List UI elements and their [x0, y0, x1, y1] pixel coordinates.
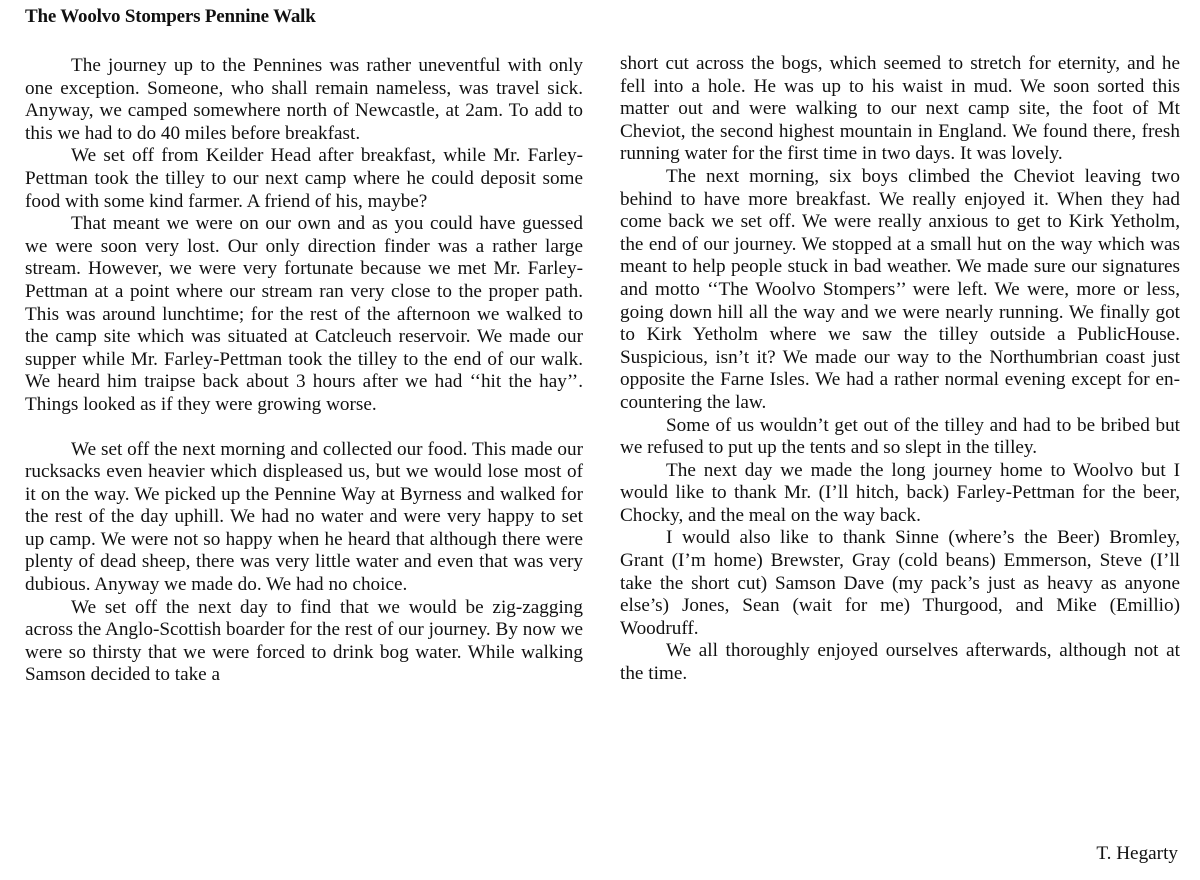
right-column [620, 53, 1180, 686]
paragraph: We set off the next morning and collected our food. This made our rucksacks even heavier which displeased us, but we would lose most of it on the way. We picked up the Pennine Way at Byrness and walked for the rest of the day uphill. We had no water and were very happy to set up camp. We were not so happy when he heard that although there were plenty of dead sheep, there was very little water and even that was very dubious. Anyway we made do. We had no choice. [25, 438, 583, 596]
article-title: The Woolvo Stompers Pennine Walk [25, 6, 316, 27]
author-signature: T. Hegarty [1096, 843, 1178, 864]
paragraph: I would also like to thank Sinne (where’s the Beer) Bromley, Grant (I’m home) Brewster, Gray (cold beans) Emmerson, Steve (I’ll take the short cut) Samson Dave (my pack’s just as heavy as anyone else’s) Jones, Sean (wait for me) Thurgood, and Mike (Emillio) Woodruff. [620, 527, 1180, 639]
paragraph: The next day we made the long journey home to Woolvo but I would like to thank Mr. (I’ll hitch, back) Farley-Pettman for the beer, Chocky, and the meal on the way back. [620, 459, 1180, 526]
left-column [25, 55, 583, 687]
paragraph: The journey up to the Pennines was rather uneventful with only one exception. Someone, who shall remain nameless, was travel sick. Anyway, we camped somewhere north of Newcastle, at 2am. To add to this we had to do 40 miles before breakfast. [25, 55, 583, 144]
paragraph: The next morning, six boys climbed the Cheviot leaving two behind to have more breakfast. We really enjoyed it. When they had come back we set off. We were really anxious to get to Kirk Yetholm, the end of our journey. We stopped at a small hut on the way which was meant to help people stuck in bad weather. We made sure our signatures and motto ‘‘The Woolvo Stompers’’ were left. We were, more or less, going down hill all the way and we were nearly running. We finally got to Kirk Yetholm where we saw the tilley outside a PublicHouse. Suspicious, isn’t it? We made our way to the Northumbrian coast just opposite the Farne Isles. We had a rather normal evening except for en-countering the law. [620, 165, 1180, 413]
paragraph: We all thoroughly enjoyed ourselves afterwards, although not at the time. [620, 640, 1180, 685]
paragraph: Some of us wouldn’t get out of the tilley and had to be bribed but we refused to put up the tents and so slept in the tilley. [620, 414, 1180, 459]
paragraph: We set off the next day to find that we would be zig-zagging across the Anglo-Scottish boarder for the rest of our journey. By now we were so thirsty that we were forced to drink bog water. While walking Samson decided to take a [25, 596, 583, 686]
paragraph: That meant we were on our own and as you could have guessed we were soon very lost. Our only direction finder was a rather large stream. However, we were very fortunate because we met Mr. Farley-Pettman at a point where our stream ran very close to the proper path. This was around lunchtime; for the rest of the afternoon we walked to the camp site which was situated at Catcleuch reservoir. We made our supper while Mr. Farley-Pettman took the tilley to the end of our walk. We heard him traipse back about 3 hours after we had ‘‘hit the hay’’. Things looked as if they were growing worse. [25, 213, 583, 415]
paragraph: We set off from Keilder Head after breakfast, while Mr. Farley-Pettman took the tilley to our next camp where he could deposit some food with some kind farmer. A friend of his, maybe? [25, 145, 583, 212]
paragraph: short cut across the bogs, which seemed to stretch for eternity, and he fell into a hole. He was up to his waist in mud. We soon sorted this matter out and were walking to our next camp site, the foot of Mt Cheviot, the second highest mountain in England. We found there, fresh running water for the first time in two days. It was lovely. [620, 53, 1180, 165]
